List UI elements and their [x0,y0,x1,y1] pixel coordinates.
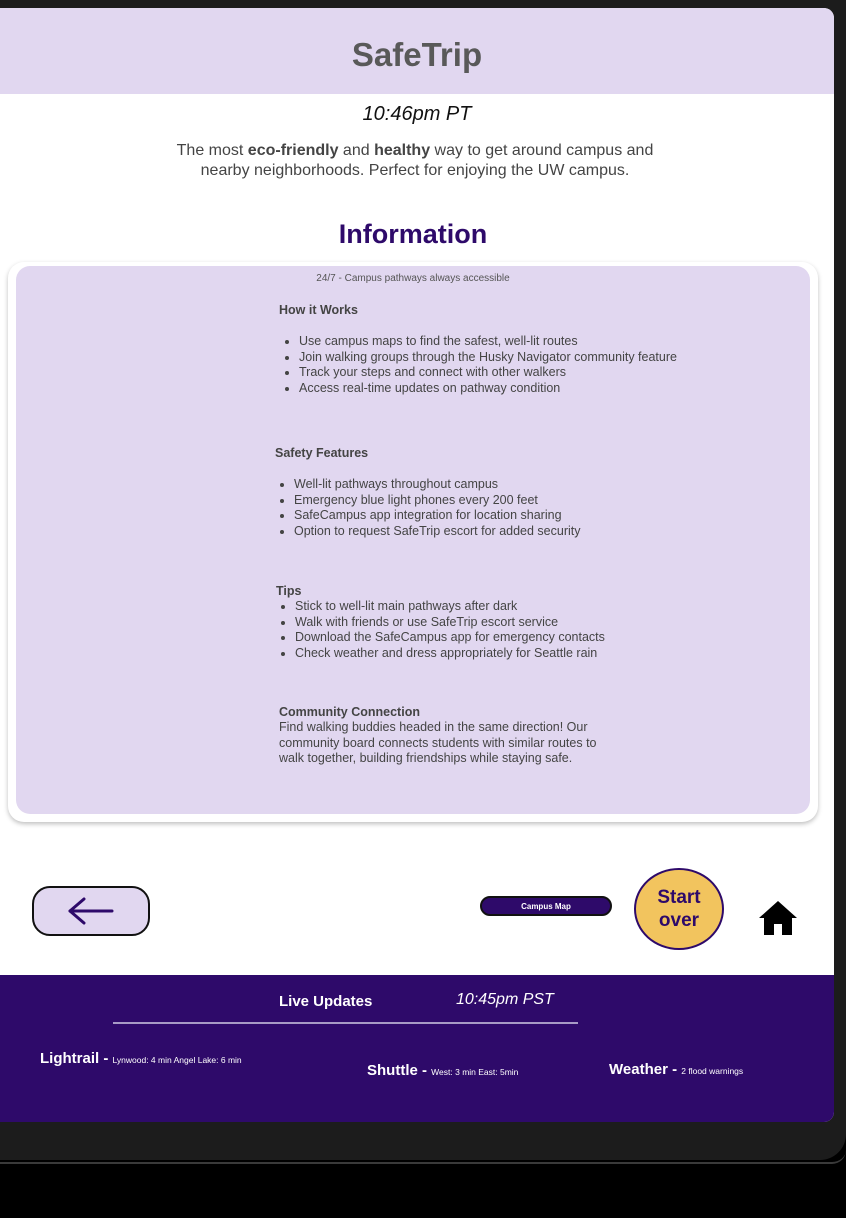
app-header [0,8,834,94]
tagline-prefix: The most [176,142,248,159]
availability-note: 24/7 - Campus pathways always accessible [316,273,510,284]
list-item: • Track your steps and connect with other walkers [299,365,719,381]
info-card[interactable] [8,262,818,822]
app-title: SafeTrip [351,36,483,73]
list-item: • Access real-time updates on pathway condition [299,381,719,397]
list-item: • Use campus maps to find the safest, well-lit routes [299,334,719,350]
how-it-works-list [279,334,719,396]
live-updates-time: 10:45pm PST [456,991,554,1008]
list-item: • Emergency blue light phones every 200 feet [294,493,734,509]
current-time: 10:46pm PT [362,103,472,125]
tagline-mid: and [338,142,375,159]
tagline-bold-eco: eco-friendly [247,142,339,159]
footer-divider [113,1022,578,1024]
lightrail-update [40,1050,242,1067]
start-over-label: Start over [657,887,701,931]
tips-list [275,599,735,661]
shuttle-label: Shuttle - [367,1062,432,1079]
weather-label: Weather - [609,1061,682,1078]
tagline [150,141,680,181]
tagline-bold-healthy: healthy [374,142,431,159]
how-it-works-heading: How it Works [279,303,358,317]
section-title: Information [338,219,488,249]
tagline-suffix: way to get around campus and nearby neighborhoods. Perfect for enjoying the UW campus. [200,142,654,179]
tips-heading: Tips [276,584,302,598]
list-item: • Walk with friends or use SafeTrip escort service [295,615,735,631]
lightrail-detail: Lynwood: 4 min Angel Lake: 6 min [112,1055,242,1065]
campus-map-button[interactable]: Campus Map [480,896,612,916]
list-item: • Stick to well-lit main pathways after dark [295,599,735,615]
list-item: • Download the SafeCampus app for emergency contacts [295,630,735,646]
app-screen [0,8,834,1122]
back-button[interactable] [32,886,150,936]
weather-detail: 2 flood warnings [681,1066,744,1076]
community-text: Find walking buddies headed in the same direction! Our community board connects students with similar routes to walk together, building friendships while staying safe. [279,720,597,765]
community-heading: Community Connection [279,705,420,719]
home-icon[interactable] [758,900,798,936]
live-updates-footer [0,975,834,1122]
list-item: • SafeCampus app integration for location sharing [294,508,734,524]
shuttle-detail: West: 3 min East: 5min [431,1067,519,1077]
shuttle-update [367,1062,518,1079]
start-over-button[interactable] [634,868,724,950]
weather-update [609,1061,743,1078]
live-updates-label: Live Updates [279,993,373,1010]
safety-features-heading: Safety Features [275,446,369,460]
list-item: • Check weather and dress appropriately for Seattle rain [295,646,735,662]
lightrail-label: Lightrail - [40,1050,113,1067]
list-item: • Join walking groups through the Husky Navigator community feature [299,350,719,366]
arrow-left-icon [66,896,116,926]
device-edge [0,1150,846,1164]
list-item: • Well-lit pathways throughout campus [294,477,734,493]
safety-features-list [274,477,734,539]
list-item: • Option to request SafeTrip escort for added security [294,524,734,540]
